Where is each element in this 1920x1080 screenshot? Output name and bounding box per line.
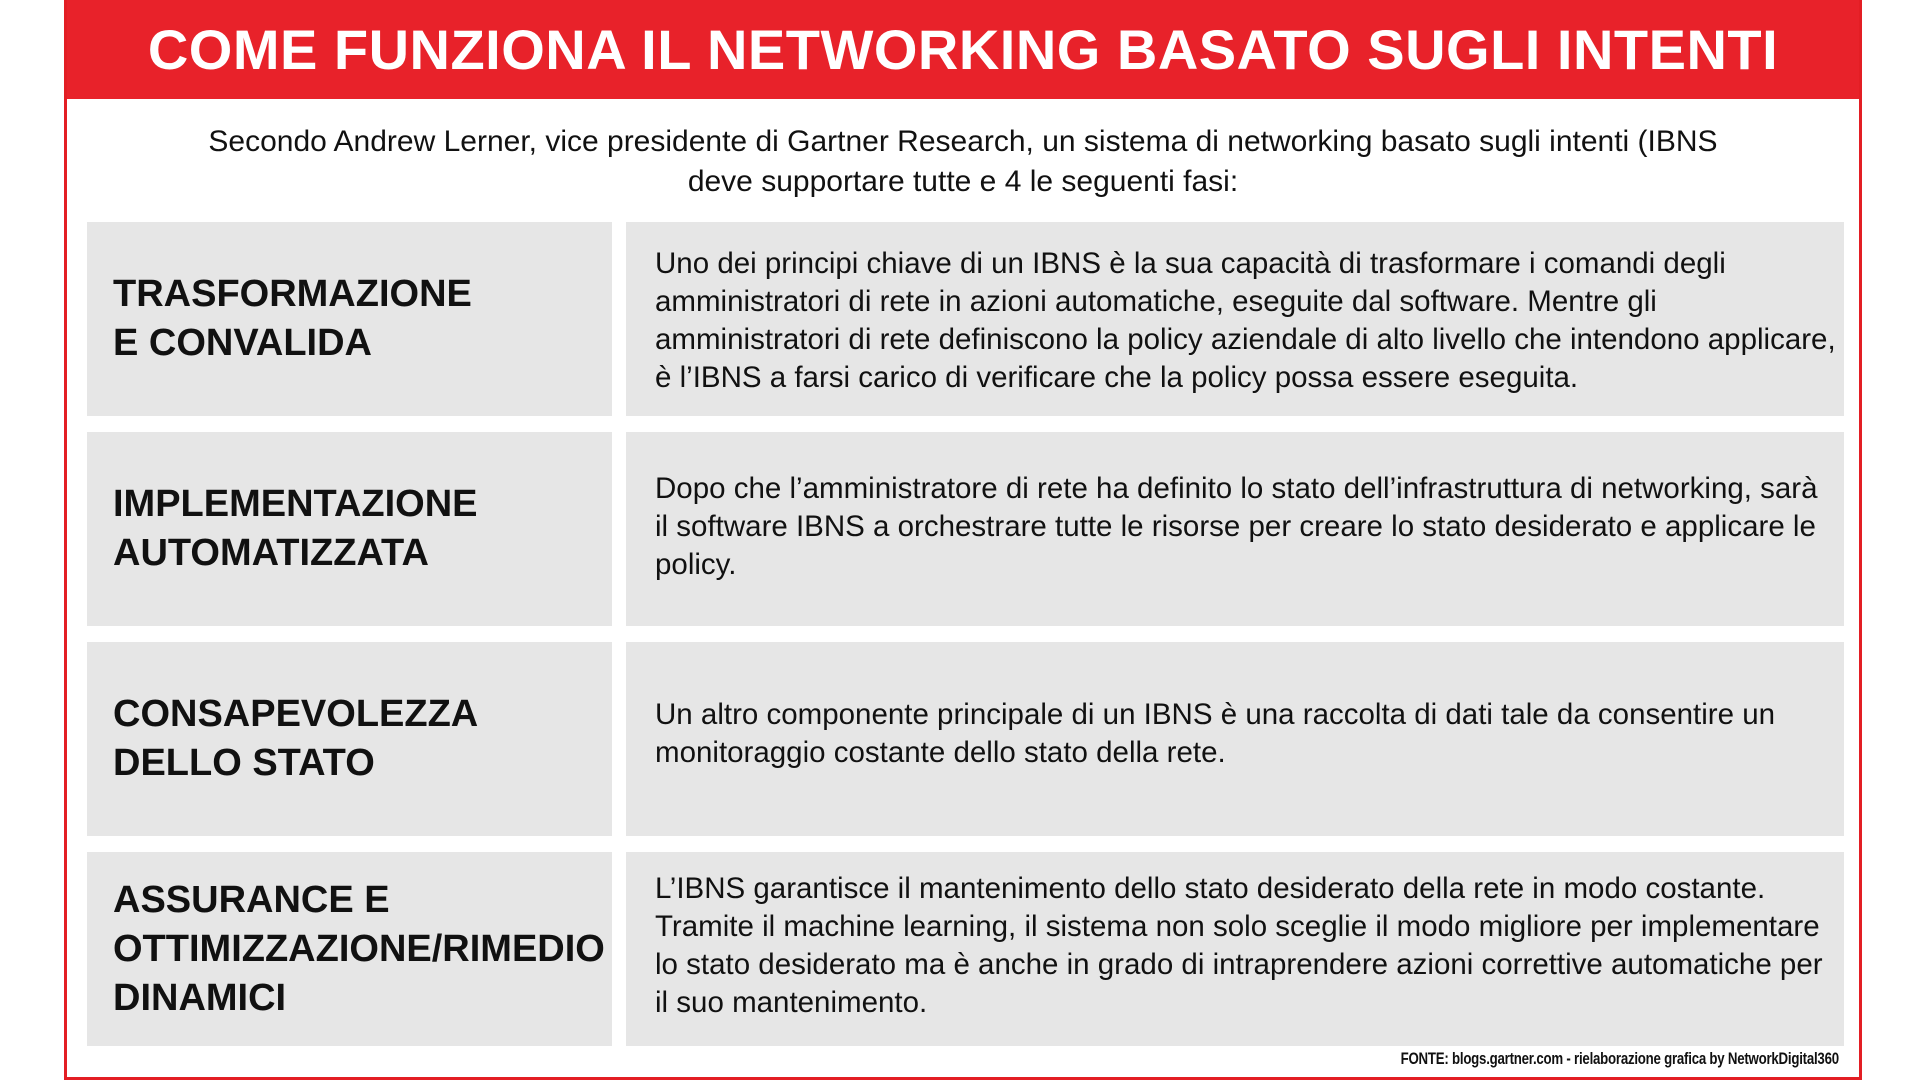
header-bar bbox=[67, 0, 1859, 99]
phase-title: ASSURANCE E OTTIMIZZAZIONE/RIMEDIO DINAMICI bbox=[113, 878, 605, 1019]
phase-description: Uno dei principi chiave di un IBNS è la sua capacità di trasformare i comandi degli amministratori di rete in azioni automatiche, eseguite dal software. Mentre gli amministratori di rete definiscono la policy aziendale di alto livello che intendono applicare, è l’IBNS a farsi carico di verificare che la policy possa essere eseguita. bbox=[655, 247, 1836, 394]
phase-title-cell bbox=[87, 642, 612, 836]
phase-description-cell bbox=[626, 642, 1844, 836]
phase-title-cell bbox=[87, 852, 612, 1046]
phase-title: IMPLEMENTAZIONE AUTOMATIZZATA bbox=[113, 483, 478, 574]
phase-row bbox=[87, 222, 1844, 416]
phase-description-cell bbox=[626, 222, 1844, 416]
infographic-frame bbox=[64, 0, 1862, 1080]
phase-description-cell bbox=[626, 432, 1844, 626]
intro-text bbox=[67, 122, 1859, 202]
phase-description: Dopo che l’amministratore di rete ha definito lo stato dell’infrastruttura di networking, sarà il software IBNS a orchestrare tutte le risorse per creare lo stato desiderato e applicare le policy. bbox=[655, 472, 1818, 581]
phase-title-cell bbox=[87, 432, 612, 626]
phase-row bbox=[87, 852, 1844, 1046]
phase-row bbox=[87, 642, 1844, 836]
phase-row bbox=[87, 432, 1844, 626]
phase-description: L’IBNS garantisce il mantenimento dello stato desiderato della rete in modo costante. Tramite il machine learning, il sistema non solo sceglie il modo migliore per implementare lo stato desiderato ma è anche in grado di intraprendere azioni correttive automatiche per il suo mantenimento. bbox=[655, 872, 1823, 1019]
phase-description: Un altro componente principale di un IBNS è una raccolta di dati tale da consentire un monitoraggio costante dello stato della rete. bbox=[655, 698, 1776, 769]
intro-line-2: deve supportare tutte e 4 le seguenti fasi: bbox=[687, 165, 1239, 198]
phase-title-cell bbox=[87, 222, 612, 416]
source-credit: FONTE: blogs.gartner.com - rielaborazione grafica by NetworkDigital360 bbox=[1400, 1049, 1839, 1068]
page-title: COME FUNZIONA IL NETWORKING BASATO SUGLI INTENTI bbox=[147, 18, 1779, 81]
intro-line-1: Secondo Andrew Lerner, vice presidente di Gartner Research, un sistema di networking basato sugli intenti (IBNS bbox=[208, 125, 1718, 158]
phase-title: CONSAPEVOLEZZA DELLO STATO bbox=[113, 693, 479, 784]
phase-description-cell bbox=[626, 852, 1844, 1046]
phase-title: TRASFORMAZIONE E CONVALIDA bbox=[113, 273, 472, 364]
